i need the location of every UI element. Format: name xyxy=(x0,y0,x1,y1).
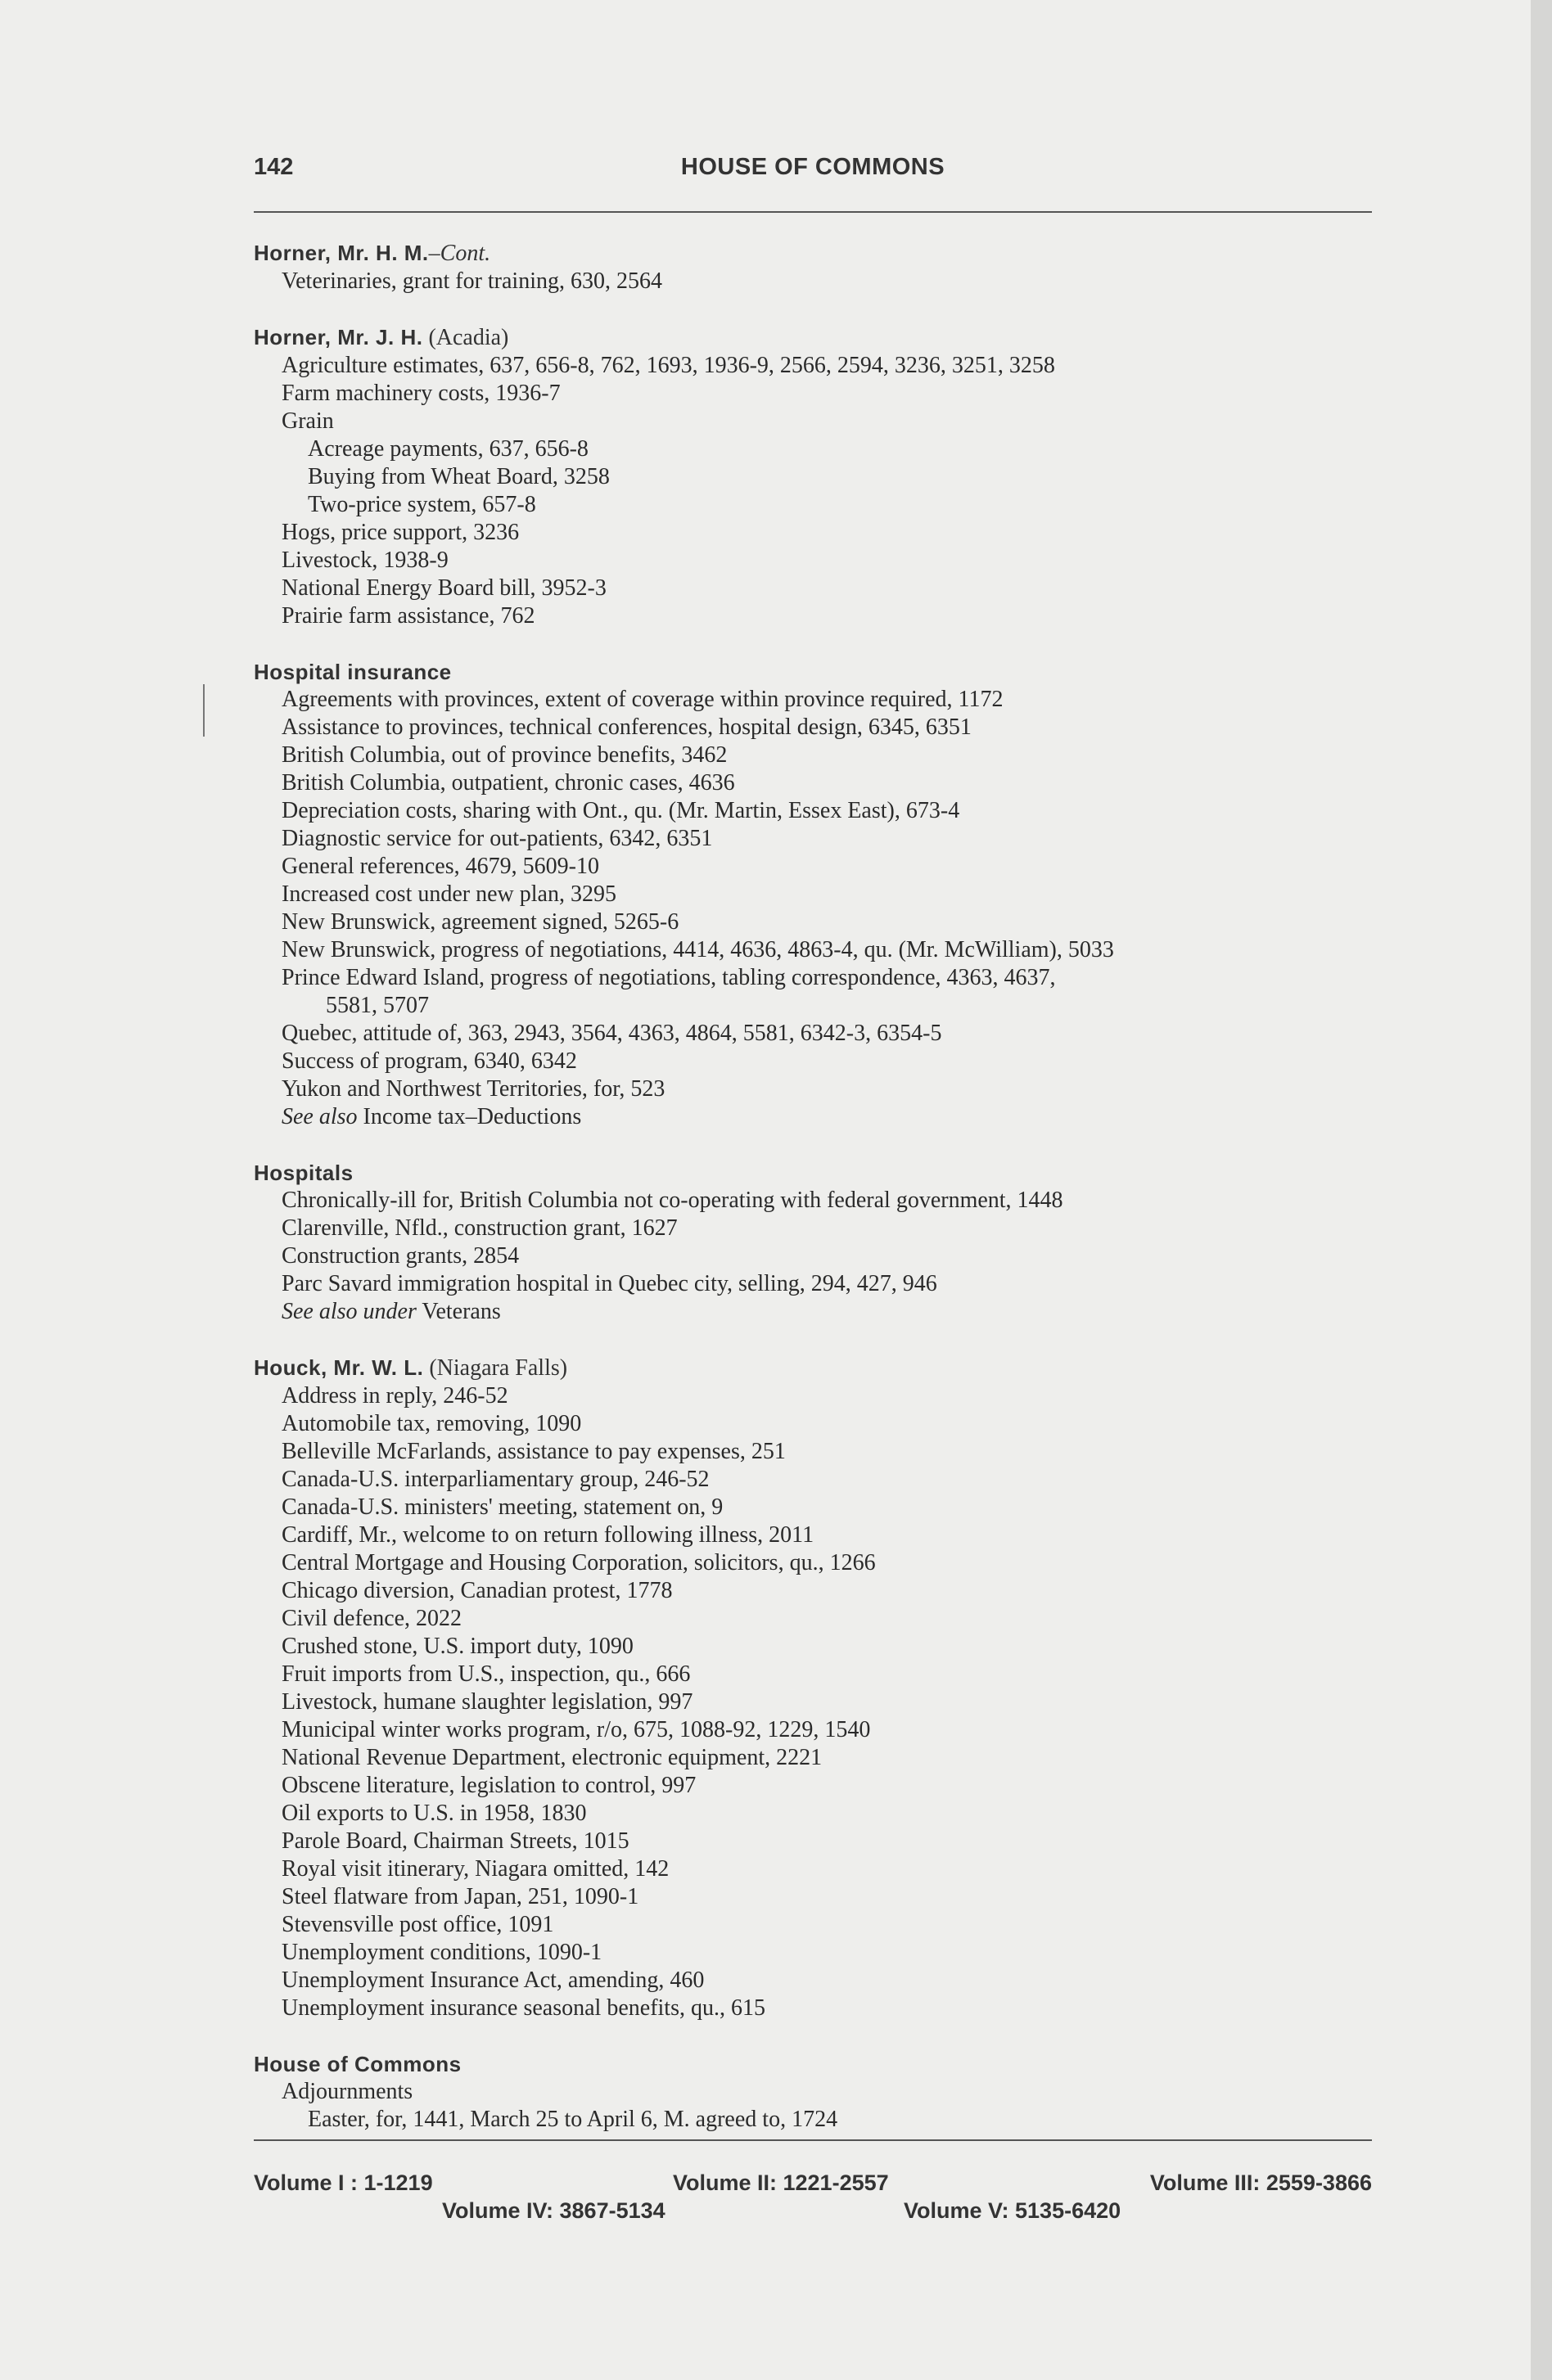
entry-heading xyxy=(254,658,1383,686)
subentry: General references, 4679, 5609-10 xyxy=(282,854,599,879)
entry-heading xyxy=(254,239,1383,268)
page-header xyxy=(254,154,1372,192)
subentry: British Columbia, out of province benefits, 3462 xyxy=(282,742,728,768)
subentry: Parole Board, Chairman Streets, 1015 xyxy=(282,1828,629,1854)
subentry: Agriculture estimates, 637, 656-8, 762, 1693, 1936-9, 2566, 2594, 3236, 3251, 3258 xyxy=(282,353,1055,378)
subentry: Diagnostic service for out-patients, 6342, 6351 xyxy=(282,826,713,851)
subentry: Two-price system, 657-8 xyxy=(308,492,536,517)
entry-heading xyxy=(254,1354,1383,1382)
volume-5-range: Volume V: 5135-6420 xyxy=(904,2198,1121,2223)
entry-heading-name: Hospitals xyxy=(254,1161,354,1185)
entry-heading xyxy=(254,323,1383,352)
index-entry xyxy=(254,1159,1383,1326)
running-title: HOUSE OF COMMONS xyxy=(680,154,945,180)
subentry: Yukon and Northwest Territories, for, 523 xyxy=(282,1076,665,1102)
see-also-label: See also xyxy=(282,1104,358,1129)
subentry: Municipal winter works program, r/o, 675, 1088-92, 1229, 1540 xyxy=(282,1717,871,1742)
header-rule xyxy=(254,211,1372,213)
subentry: National Revenue Department, electronic equipment, 2221 xyxy=(282,1745,823,1770)
subentry: Buying from Wheat Board, 3258 xyxy=(308,464,610,489)
entry-heading xyxy=(254,1159,1383,1187)
volume-4-range: Volume IV: 3867-5134 xyxy=(442,2198,665,2223)
subentry: Parc Savard immigration hospital in Quebec city, selling, 294, 427, 946 xyxy=(282,1271,937,1296)
subentry: Farm machinery costs, 1936-7 xyxy=(282,381,561,406)
subentry: Royal visit itinerary, Niagara omitted, 142 xyxy=(282,1856,670,1882)
subentry: Grain xyxy=(282,408,334,434)
qualifier-text: (Niagara Falls) xyxy=(423,1355,568,1381)
volume-key-footer xyxy=(254,2170,1372,2236)
subentry: Livestock, 1938-9 xyxy=(282,548,449,573)
subentry: Construction grants, 2854 xyxy=(282,1243,520,1269)
subentry: New Brunswick, progress of negotiations, 4414, 4636, 4863-4, qu. (Mr. McWilliam), 5033 xyxy=(282,937,1114,962)
entry-heading-name: Hospital insurance xyxy=(254,660,452,684)
subentry: Stevensville post office, 1091 xyxy=(282,1912,554,1937)
cross-reference-target: Veterans xyxy=(416,1299,501,1324)
subentry: Adjournments xyxy=(282,2079,413,2104)
entry-heading-name: Horner, Mr. J. H. xyxy=(254,325,423,349)
qualifier-text: (Acadia) xyxy=(422,325,509,350)
subentry: Obscene literature, legislation to control, 997 xyxy=(282,1773,697,1798)
subentry: Unemployment insurance seasonal benefits, qu., 615 xyxy=(282,1995,765,2021)
subentry: Automobile tax, removing, 1090 xyxy=(282,1411,582,1436)
index-entry xyxy=(254,323,1383,630)
footer-rule xyxy=(254,2139,1372,2141)
index-entry xyxy=(254,239,1383,295)
subentry: Civil defence, 2022 xyxy=(282,1606,462,1631)
subentry: Oil exports to U.S. in 1958, 1830 xyxy=(282,1801,587,1826)
subentry: Acreage payments, 637, 656-8 xyxy=(308,436,589,462)
subentry: Canada-U.S. interparliamentary group, 246-52 xyxy=(282,1467,710,1492)
subentry: Chicago diversion, Canadian protest, 1778 xyxy=(282,1578,673,1603)
subentry: Prince Edward Island, progress of negotiations, tabling correspondence, 4363, 4637, xyxy=(282,965,1056,990)
subentry: Depreciation costs, sharing with Ont., qu. (Mr. Martin, Essex East), 673-4 xyxy=(282,798,960,823)
subentry: Address in reply, 246-52 xyxy=(282,1383,508,1409)
index-entry xyxy=(254,2050,1383,2134)
qualifier-text: –Cont. xyxy=(428,241,491,266)
entry-heading-name: House of Commons xyxy=(254,2052,462,2076)
index-entries xyxy=(254,239,1383,2161)
entry-heading-qualifier xyxy=(423,1355,567,1381)
subentry: Unemployment Insurance Act, amending, 460 xyxy=(282,1968,705,1993)
entry-heading-qualifier xyxy=(429,241,490,266)
subentry: Quebec, attitude of, 363, 2943, 3564, 4363, 4864, 5581, 6342-3, 6354-5 xyxy=(282,1021,942,1046)
cross-reference-target: Income tax–Deductions xyxy=(357,1104,582,1129)
index-entry xyxy=(254,658,1383,1131)
subentry: Fruit imports from U.S., inspection, qu., 666 xyxy=(282,1661,691,1687)
subentry: British Columbia, outpatient, chronic cases, 4636 xyxy=(282,770,735,796)
subentry: Unemployment conditions, 1090-1 xyxy=(282,1940,602,1965)
page-edge-shadow xyxy=(1531,0,1552,2380)
subentry: Increased cost under new plan, 3295 xyxy=(282,881,616,907)
subentry: Chronically-ill for, British Columbia not co-operating with federal government, 1448 xyxy=(282,1188,1063,1213)
subentry-continuation: 5581, 5707 xyxy=(326,993,429,1018)
see-also-label: See also under xyxy=(282,1299,417,1324)
index-entry xyxy=(254,1354,1383,2022)
entry-heading-name: Houck, Mr. W. L. xyxy=(254,1355,424,1380)
cross-reference xyxy=(254,1298,1383,1326)
entry-heading-qualifier xyxy=(422,325,508,350)
volume-2-range: Volume II: 1221-2557 xyxy=(673,2170,889,2195)
subentry: National Energy Board bill, 3952-3 xyxy=(282,575,607,601)
subentry: Canada-U.S. ministers' meeting, statement on, 9 xyxy=(282,1494,724,1520)
page-number: 142 xyxy=(254,154,294,180)
volume-1-range: Volume I : 1-1219 xyxy=(254,2170,433,2195)
subentry: Steel flatware from Japan, 251, 1090-1 xyxy=(282,1884,639,1909)
subentry: Cardiff, Mr., welcome to on return following illness, 2011 xyxy=(282,1522,814,1548)
subentry: Belleville McFarlands, assistance to pay expenses, 251 xyxy=(282,1439,786,1464)
margin-pencil-mark xyxy=(203,684,205,737)
subentry: Easter, for, 1441, March 25 to April 6, M. agreed to, 1724 xyxy=(308,2107,838,2132)
subentry: New Brunswick, agreement signed, 5265-6 xyxy=(282,909,679,935)
subentry: Veterinaries, grant for training, 630, 2564 xyxy=(282,268,662,294)
subentry: Agreements with provinces, extent of coverage within province required, 1172 xyxy=(282,687,1004,712)
entry-heading-name: Horner, Mr. H. M. xyxy=(254,241,429,265)
subentry: Crushed stone, U.S. import duty, 1090 xyxy=(282,1634,634,1659)
subentry: Livestock, humane slaughter legislation, 997 xyxy=(282,1689,693,1715)
subentry: Prairie farm assistance, 762 xyxy=(282,603,535,629)
subentry: Assistance to provinces, technical conferences, hospital design, 6345, 6351 xyxy=(282,714,972,740)
entry-heading xyxy=(254,2050,1383,2078)
subentry: Clarenville, Nfld., construction grant, 1627 xyxy=(282,1215,678,1241)
subentry: Central Mortgage and Housing Corporation, solicitors, qu., 1266 xyxy=(282,1550,876,1575)
subentry: Success of program, 6340, 6342 xyxy=(282,1048,577,1074)
subentry: Hogs, price support, 3236 xyxy=(282,520,520,545)
volume-3-range: Volume III: 2559-3866 xyxy=(1149,2170,1372,2195)
cross-reference xyxy=(254,1103,1383,1131)
